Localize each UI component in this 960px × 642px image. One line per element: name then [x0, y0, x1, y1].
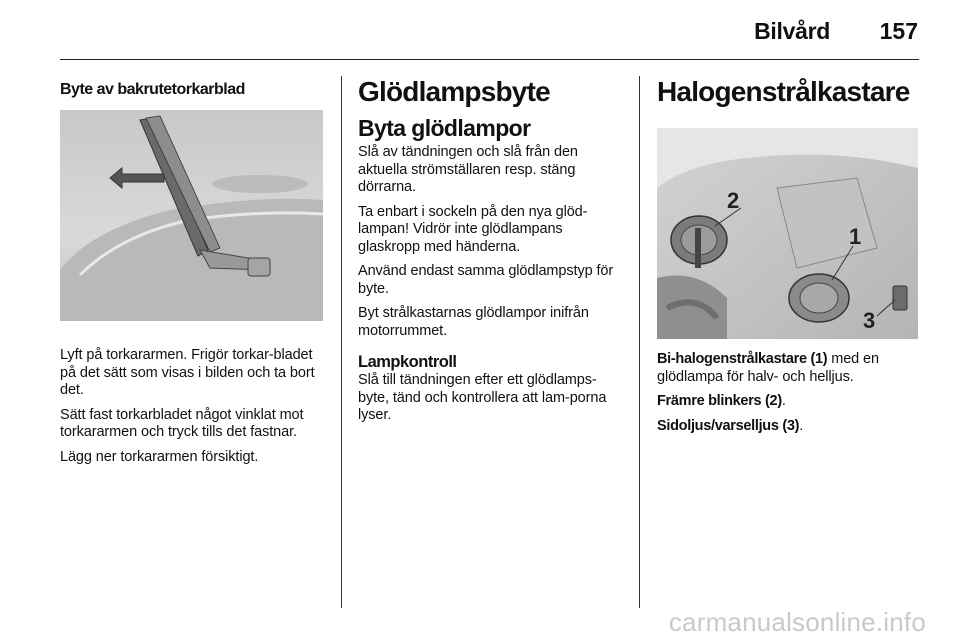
wiper-heading: Byte av bakrutetorkarblad [60, 81, 245, 98]
halogen-heading: Halogenstrålkastare [657, 76, 910, 107]
replace-bulbs-subheading: Byta glödlampor [358, 115, 531, 141]
wiper-paragraph-3: Lägg ner torkararmen försiktigt. [60, 448, 259, 465]
bulb-paragraph-3: Använd endast samma glödlampstyp för byte. [358, 263, 614, 297]
figure-label-3: 3 [863, 308, 876, 333]
halogen-item-3 [657, 418, 923, 436]
column-bulb-replacement [358, 76, 624, 425]
page-number: 157 [879, 18, 918, 44]
column-divider-2 [639, 76, 640, 608]
halogen-item-1 [657, 351, 923, 386]
column-divider-1 [341, 76, 342, 608]
halogen-item-2 [657, 393, 923, 411]
headlight-bulb-illustration [657, 128, 918, 339]
header-rule [60, 59, 919, 60]
figure-label-2: 2 [727, 188, 740, 213]
header-title: Bilvård [754, 18, 830, 44]
bulb-paragraph-2: Ta enbart i sockeln på den nya glöd-lampan! Vidrör inte glödlampans glaskropp med händerna. [358, 203, 588, 255]
halogen-item-2-term: Främre blinkers (2) [657, 393, 782, 409]
halogen-item-1-text: med en glödlampa för halv- och helljus. [657, 351, 879, 385]
column-halogen-headlights [657, 76, 923, 442]
halogen-item-3-term: Sidoljus/varselljus (3) [657, 417, 800, 434]
bulb-paragraph-4: Byt strålkastarnas glödlampor inifrån motorrummet. [358, 305, 589, 339]
lamp-check-text: Slå till tändningen efter ett glödlamps-byte, tänd och kontrollera att lam-porna lyser. [358, 372, 607, 423]
wiper-paragraph-1: Lyft på torkararmen. Frigör torkar-bladet på det sätt som visas i bilden och ta bort det. [60, 347, 315, 398]
halogen-item-3-text: . [799, 417, 804, 434]
bulb-paragraph-1: Slå av tändningen och slå från den aktuella strömställaren resp. stäng dörrarna. [358, 144, 578, 195]
halogen-item-2-text: . [781, 393, 786, 409]
halogen-item-1-term: Bi-halogenstrålkastare (1) [657, 351, 828, 367]
column-wiper [60, 76, 326, 473]
lamp-check-heading: Lampkontroll [358, 353, 457, 371]
watermark: carmanualsonline.info [668, 607, 926, 637]
bulb-replacement-heading: Glödlampsbyte [358, 76, 550, 107]
wiper-paragraph-2: Sätt fast torkarbladet något vinklat mot torkararmen och tryck tills det fastnar. [60, 406, 304, 440]
rear-wiper-illustration [60, 110, 323, 321]
figure-label-1: 1 [849, 224, 862, 249]
